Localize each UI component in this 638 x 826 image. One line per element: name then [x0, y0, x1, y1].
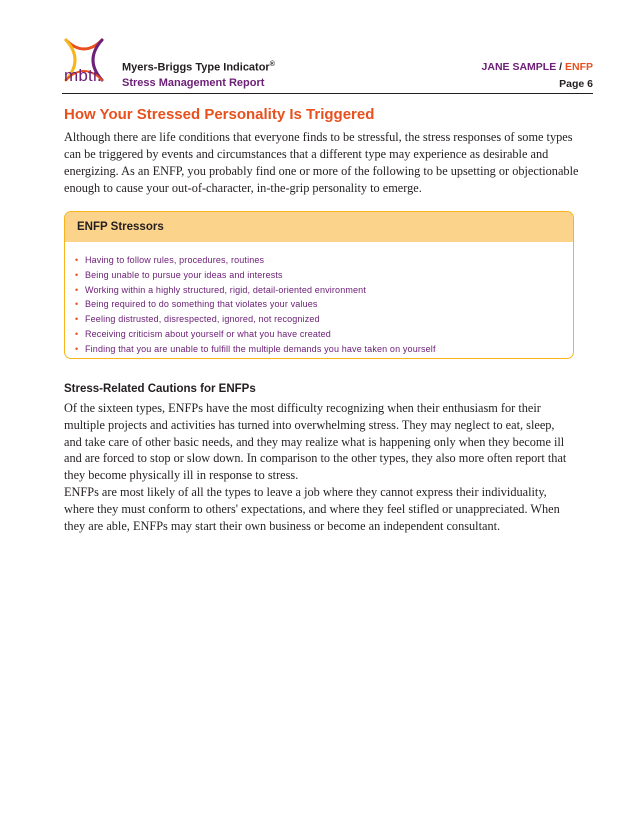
- header-divider: [62, 93, 593, 94]
- list-item: • Finding that you are unable to fulfill the multiple demands you have taken on yourself: [75, 342, 573, 357]
- bullet-icon: •: [75, 269, 79, 280]
- list-item: • Being required to do something that violates your values: [75, 297, 573, 312]
- cautions-title: Stress-Related Cautions for ENFPs: [64, 383, 256, 395]
- stressors-box: [64, 211, 574, 359]
- report-header: [0, 0, 638, 110]
- page-number: Page 6: [559, 78, 593, 90]
- bullet-icon: •: [75, 299, 79, 310]
- document-title: Myers-Briggs Type Indicator®: [122, 61, 275, 74]
- section-title: How Your Stressed Personality Is Triggered: [64, 106, 375, 123]
- logo-text: mbti.: [64, 66, 102, 85]
- intro-paragraph: Although there are life conditions that everyone finds to be stressful, the stress responses of some types can be triggered by events and circumstances that a different type may experience as desirable and energizing. As an ENFP, you probably find one or more of the following to be upsetting or objectionable enough to cause your out-of-character, in-the-grip personality to emerge.: [64, 130, 579, 195]
- client-name-line: [482, 61, 593, 73]
- cautions-paragraph-1: Of the sixteen types, ENFPs have the most difficulty recognizing when their enthusiasm for their multiple projects and activities has turned into overwhelming stress. They may neglect to eat, sleep, and take care of other basic needs, and they may realize what is happening only when they become ill and are forced to stop or slow down. In comparison to the other types, they also more often report that they become physically ill in response to stress.: [64, 401, 567, 483]
- bullet-icon: •: [75, 343, 79, 354]
- list-item: • Having to follow rules, procedures, routines: [75, 253, 573, 268]
- bullet-icon: •: [75, 284, 79, 295]
- name-separator: /: [556, 61, 565, 73]
- list-item: • Working within a highly structured, rigid, detail-oriented environment: [75, 283, 573, 298]
- client-name: JANE SAMPLE: [481, 61, 557, 73]
- bullet-icon: •: [75, 255, 79, 265]
- list-item: • Receiving criticism about yourself or what you have created: [75, 327, 573, 342]
- personality-type: ENFP: [564, 61, 593, 73]
- stressors-list: [65, 242, 573, 357]
- registered-mark: ®: [269, 61, 275, 68]
- bullet-icon: •: [75, 314, 79, 325]
- document-subtitle: Stress Management Report: [122, 77, 265, 89]
- bullet-icon: •: [75, 328, 79, 339]
- cautions-paragraph-2: ENFPs are most likely of all the types to leave a job where they cannot express their individuality, where they must conform to others' expectations, and where they feel stifled or unappreciated. When they are able, ENFPs may start their own business or become an independent consultant.: [64, 485, 560, 533]
- list-item: • Being unable to pursue your ideas and interests: [75, 268, 573, 283]
- stressors-title: ENFP Stressors: [65, 212, 573, 242]
- list-item: • Feeling distrusted, disrespected, ignored, not recognized: [75, 312, 573, 327]
